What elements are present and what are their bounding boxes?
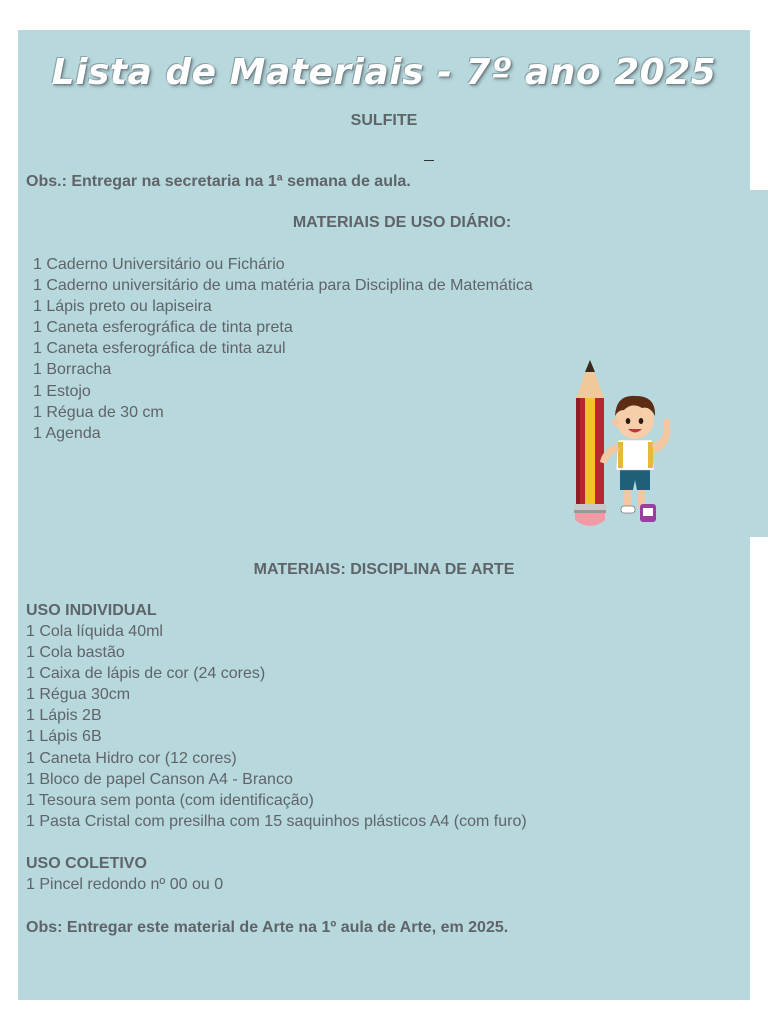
list-item: 1 Agenda	[33, 424, 101, 442]
pencil-icon	[574, 360, 606, 526]
individual-materials-list	[26, 621, 527, 832]
daily-materials-heading: MATERIAIS DE USO DIÁRIO:	[292, 214, 512, 231]
page-title: Lista de Materiais - 7º ano 2025	[51, 52, 717, 93]
list-item: 1 Tesoura sem ponta (com identificação)	[26, 791, 314, 809]
sheet-edge-strip	[750, 190, 768, 537]
list-item: 1 Caneta esferográfica de tinta azul	[33, 340, 286, 358]
boy-icon	[600, 396, 670, 522]
list-item: 1 Régua de 30 cm	[33, 403, 164, 421]
boy-with-pencil-illustration	[568, 358, 678, 533]
list-item: 1 Pasta Cristal com presilha com 15 saquinhos plásticos A4 (com furo)	[26, 812, 527, 830]
list-item: 1 Cola bastão	[26, 644, 125, 662]
underscore-mark	[424, 160, 434, 161]
collective-use-heading: USO COLETIVO	[26, 855, 147, 872]
art-materials-heading: MATERIAIS: DISCIPLINA DE ARTE	[253, 561, 515, 578]
list-item: 1 Lápis 2B	[26, 707, 102, 725]
list-item: 1 Bloco de papel Canson A4 - Branco	[26, 770, 293, 788]
list-item: 1 Lápis preto ou lapiseira	[33, 298, 212, 316]
art-delivery-note: Obs: Entregar este material de Arte na 1º aula de Arte, em 2025.	[26, 919, 509, 936]
subtitle-sulfite: SULFITE	[350, 112, 418, 129]
list-item: 1 Caneta esferográfica de tinta preta	[33, 319, 293, 337]
list-item: 1 Caneta Hidro cor (12 cores)	[26, 749, 237, 767]
delivery-note: Obs.: Entregar na secretaria na 1ª semana de aula.	[26, 173, 411, 190]
list-item: 1 Caixa de lápis de cor (24 cores)	[26, 665, 266, 683]
list-item: 1 Borracha	[33, 361, 112, 379]
list-item: 1 Cola líquida 40ml	[26, 623, 163, 640]
list-item: 1 Caderno Universitário ou Fichário	[33, 256, 285, 273]
list-item: 1 Estojo	[33, 382, 91, 400]
list-item: 1 Lápis 6B	[26, 728, 102, 746]
daily-materials-list	[33, 254, 533, 444]
list-item: 1 Caderno universitário de uma matéria para Disciplina de Matemática	[33, 277, 533, 295]
individual-use-heading: USO INDIVIDUAL	[26, 602, 157, 619]
collective-materials-list	[26, 874, 223, 895]
list-item: 1 Régua 30cm	[26, 686, 131, 704]
list-item: 1 Pincel redondo nº 00 ou 0	[26, 876, 224, 893]
